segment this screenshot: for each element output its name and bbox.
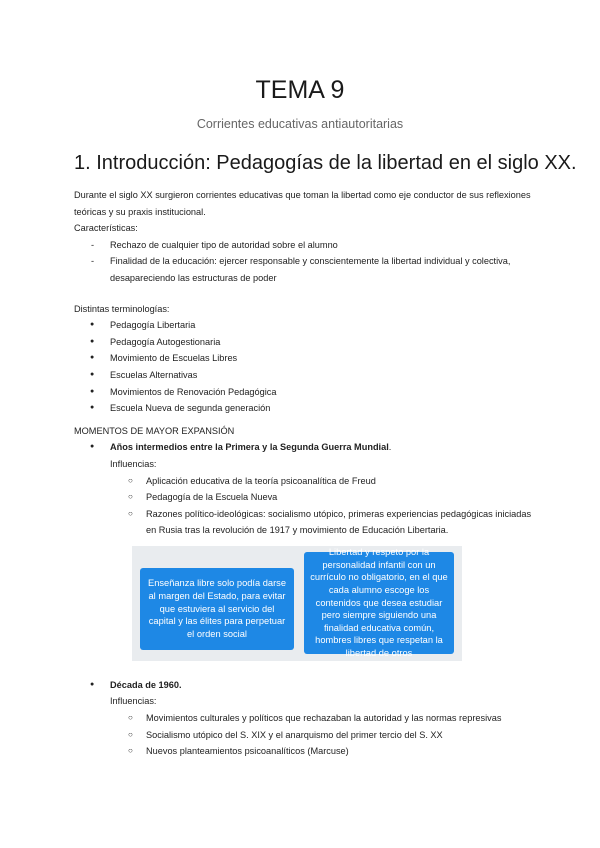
list-item: ○ Movimientos culturales y políticos que rechazaban la autoridad y las normas represivas bbox=[74, 710, 534, 727]
list-item: - Rechazo de cualquier tipo de autoridad sobre el alumno bbox=[74, 237, 534, 254]
diagram-box-left: Enseñanza libre solo podía darse al margen del Estado, para evitar que estuviera al servicio del capital y las élites para perpetuar el orden social bbox=[140, 568, 294, 650]
caracteristicas-list bbox=[74, 237, 534, 287]
list-item: ○ Aplicación educativa de la teoría psicoanalítica de Freud bbox=[74, 473, 534, 490]
list-item: ● Escuelas Alternativas bbox=[74, 367, 534, 384]
momento-2-item bbox=[74, 677, 534, 694]
section-heading: 1. Introducción: Pedagogías de la libertad en el siglo XX. bbox=[74, 152, 577, 174]
document-body bbox=[74, 187, 534, 760]
document-subtitle: Corrientes educativas antiautoritarias bbox=[196, 117, 404, 131]
list-item: ● Escuela Nueva de segunda generación bbox=[74, 400, 534, 417]
influencias-label: Influencias: bbox=[110, 696, 157, 707]
list-item: ○ Razones político-ideológicas: socialismo utópico, primeras experiencias pedagógicas iniciadas en Rusia tras la revolución de 1917 y movimiento de Educación Libertaria. bbox=[74, 506, 534, 539]
terminologias-list bbox=[74, 317, 534, 417]
list-item: ● Movimiento de Escuelas Libres bbox=[74, 350, 534, 367]
list-item: ○ Socialismo utópico del S. XIX y el anarquismo del primer tercio del S. XX bbox=[74, 727, 534, 744]
momento-1-suffix: . bbox=[388, 442, 392, 453]
momento-1-influencias bbox=[74, 473, 534, 539]
intro-paragraph: Durante el siglo XX surgieron corrientes educativas que toman la libertad como eje conductor de sus reflexiones teóricas y su praxis institucional. bbox=[74, 190, 531, 217]
list-item: ○ Pedagogía de la Escuela Nueva bbox=[74, 489, 534, 506]
list-item: ● Movimientos de Renovación Pedagógica bbox=[74, 384, 534, 401]
list-item: ● Pedagogía Libertaria bbox=[74, 317, 534, 334]
momento-1-item bbox=[74, 439, 534, 456]
momento-2-title: Década de 1960. bbox=[110, 679, 182, 690]
document-title: TEMA 9 bbox=[255, 76, 345, 104]
caracteristicas-label: Características: bbox=[74, 223, 138, 234]
list-item: ● Pedagogía Autogestionaria bbox=[74, 334, 534, 351]
diagram-box-right: Libertad y respeto por la personalidad infantil con un currículo no obligatorio, en el que cada alumno escoge los contenidos que desea estudiar pero siempre siguiendo una finalidad educativa común, hombres libres que respetan la libertad de otros bbox=[304, 552, 454, 654]
influencias-label: Influencias: bbox=[110, 458, 157, 469]
list-item: ○ Nuevos planteamientos psicoanalíticos (Marcuse) bbox=[74, 743, 534, 760]
terminologias-label: Distintas terminologías: bbox=[74, 303, 170, 314]
momentos-list bbox=[74, 439, 534, 456]
momento-1-title: Años intermedios entre la Primera y la Segunda Guerra Mundial bbox=[110, 442, 389, 453]
momentos-label: MOMENTOS DE MAYOR EXPANSIÓN bbox=[74, 425, 235, 436]
list-item: - Finalidad de la educación: ejercer responsable y conscientemente la libertad individual y colectiva, desapareciendo las estructuras de poder bbox=[74, 253, 534, 286]
influencias-diagram bbox=[132, 546, 462, 661]
momento-2-influencias bbox=[74, 710, 534, 760]
momentos-list-2 bbox=[74, 677, 534, 694]
